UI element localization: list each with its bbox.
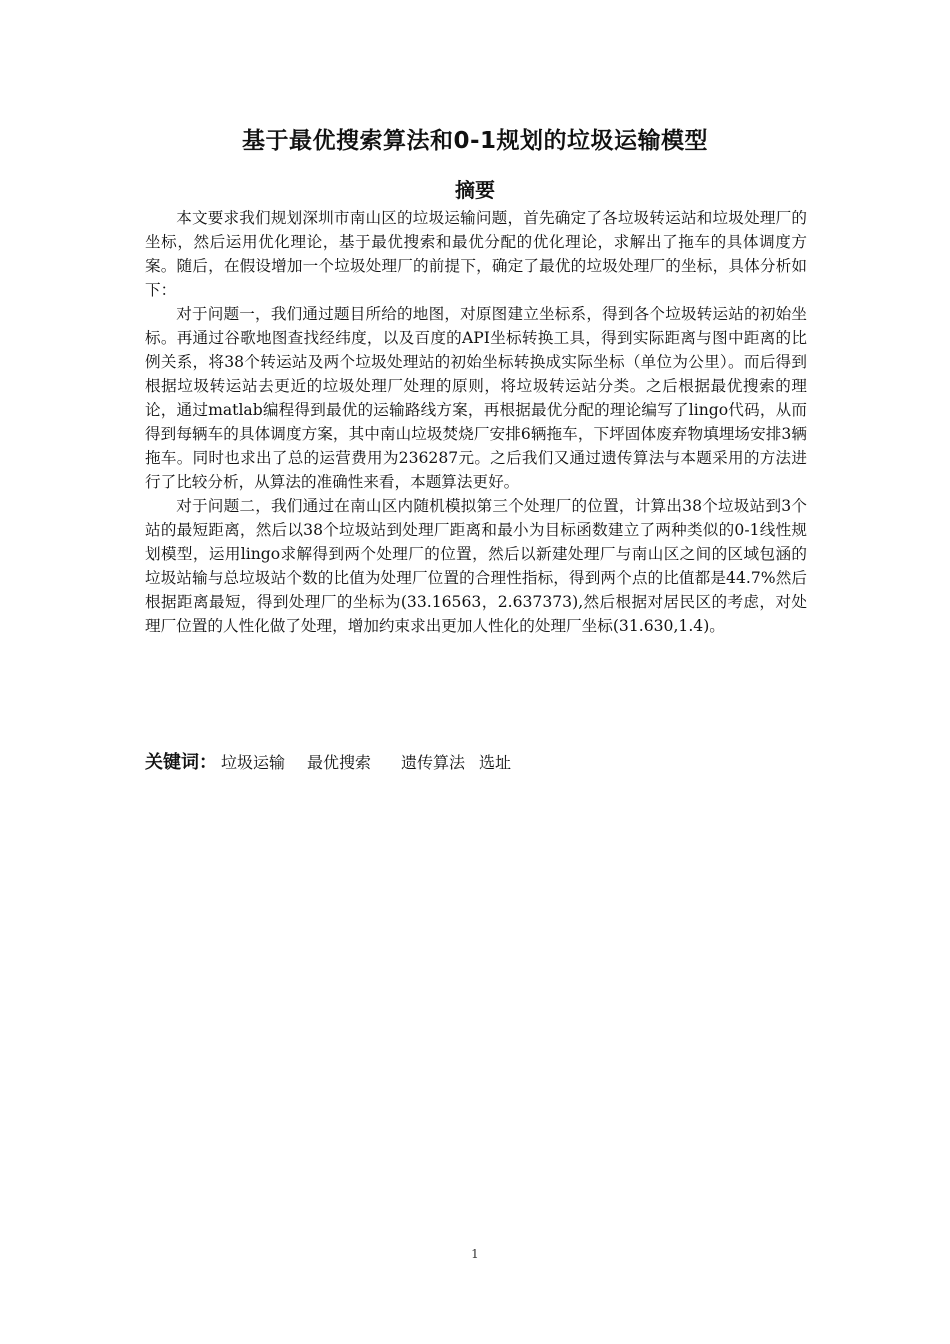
keyword-item: 遗传算法 [401, 753, 466, 772]
keyword-item: 选址 [479, 753, 512, 772]
keywords-label: 关键词： [145, 752, 217, 773]
keywords-line [145, 750, 807, 777]
abstract-paragraph-problem-two: 对于问题二，我们通过在南山区内随机模拟第三个处理厂的位置，计算出38个垃圾站到3个站的最短距离，然后以38个垃圾站到处理厂距离和最小为目标函数建立了两种类似的0-1线性规划模型，运用lingo求解得到两个处理厂的位置，然后以新建处理厂与南山区之间的区域包涵的垃圾站输与总垃圾站个数的比值为处理厂位置的合理性指标，得到两个点的比值都是44.7%然后根据距离最短，得到处理厂的坐标为(33.16563，2.637373),然后根据对居民区的考虑，对处理厂位置的人性化做了处理，增加约束求出更加人性化的处理厂坐标(31.630,1.4)。 [145, 497, 807, 635]
page-number: 1 [471, 1247, 479, 1261]
abstract-heading: 摘要 [455, 178, 495, 202]
paper-title: 基于最优搜索算法和0-1规划的垃圾运输模型 [241, 128, 709, 154]
abstract-paragraph-problem-one: 对于问题一，我们通过题目所给的地图，对原图建立坐标系，得到各个垃圾转运站的初始坐标。再通过谷歌地图查找经纬度，以及百度的API坐标转换工具，得到实际距离与图中距离的比例关系，将38个转运站及两个垃圾处理站的初始坐标转换成实际坐标（单位为公里）。而后得到根据垃圾转运站去更近的垃圾处理厂处理的原则，将垃圾转运站分类。之后根据最优搜索的理论，通过matlab编程得到最优的运输路线方案，再根据最优分配的理论编写了lingo代码，从而得到每辆车的具体调度方案，其中南山垃圾焚烧厂安排6辆拖车，下坪固体废弃物填埋场安排3辆拖车。同时也求出了总的运营费用为236287元。之后我们又通过遗传算法与本题采用的方法进行了比较分析，从算法的准确性来看，本题算法更好。 [145, 305, 807, 491]
abstract-paragraph-intro: 本文要求我们规划深圳市南山区的垃圾运输问题，首先确定了各垃圾转运站和垃圾处理厂的坐标，然后运用优化理论，基于最优搜索和最优分配的优化理论，求解出了拖车的具体调度方案。随后，在假设增加一个垃圾处理厂的前提下，确定了最优的垃圾处理厂的坐标，具体分析如下： [145, 209, 807, 299]
keyword-item: 垃圾运输 [221, 753, 286, 772]
abstract-body [145, 206, 807, 638]
keyword-item: 最优搜索 [307, 753, 372, 772]
